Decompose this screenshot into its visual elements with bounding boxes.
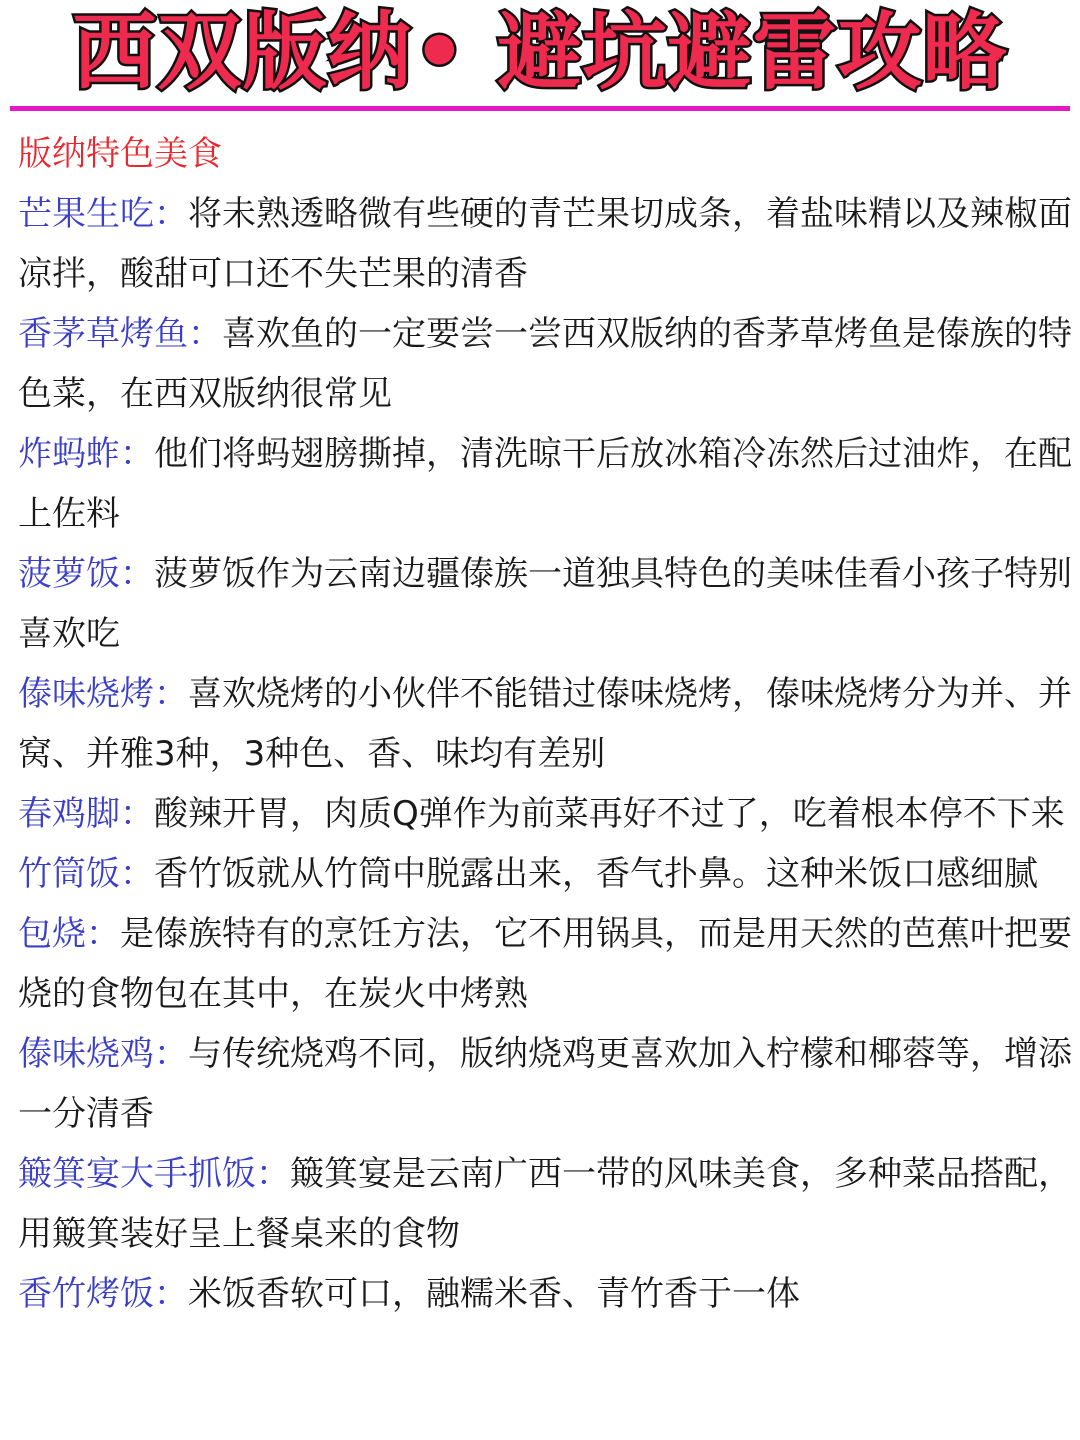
header — [0, 0, 1080, 104]
food-item-label: 傣味烧烤： — [18, 674, 188, 714]
food-item-text: 喜欢鱼的一定要尝一尝西双版纳的香茅草烤鱼是傣族的特色菜，在西双版纳很常见 — [18, 314, 1072, 414]
food-item-bamboo-roast-rice — [18, 1264, 1076, 1324]
page-title: 西双版纳• 避坑避雷攻略 — [72, 3, 1008, 101]
food-item-pineapple-rice — [18, 544, 1076, 664]
food-item-text: 将未熟透略微有些硬的青芒果切成条，着盐味精以及辣椒面凉拌，酸甜可口还不失芒果的清香 — [18, 194, 1072, 294]
food-item-label: 芒果生吃： — [18, 194, 188, 234]
food-item-text: 米饭香软可口，融糯米香、青竹香于一体 — [188, 1274, 800, 1314]
food-item-text: 菠萝饭作为云南边疆傣族一道独具特色的美味佳看小孩子特别喜欢吃 — [18, 554, 1072, 654]
food-item-label: 香茅草烤鱼： — [18, 314, 222, 354]
food-item-dai-bbq — [18, 664, 1076, 784]
article-body — [18, 124, 1076, 1324]
food-item-text: 香竹饭就从竹筒中脱露出来，香气扑鼻。这种米饭口感细腻 — [154, 854, 1038, 894]
food-item-mango — [18, 184, 1076, 304]
food-item-fried-grasshopper — [18, 424, 1076, 544]
food-item-lemongrass-fish — [18, 304, 1076, 424]
food-item-text: 簸箕宴是云南广西一带的风味美食，多种菜品搭配，用簸箕装好呈上餐桌来的食物 — [18, 1154, 1072, 1254]
food-item-bamboo-rice — [18, 844, 1076, 904]
food-item-text: 喜欢烧烤的小伙伴不能错过傣味烧烤，傣味烧烤分为并、并窝、并雅3种，3种色、香、味均有差别 — [18, 674, 1072, 774]
food-item-label: 簸箕宴大手抓饭： — [18, 1154, 290, 1194]
food-item-label: 菠萝饭： — [18, 554, 154, 594]
food-item-label: 傣味烧鸡： — [18, 1034, 188, 1074]
food-item-label: 炸蚂蚱： — [18, 434, 154, 474]
food-item-chicken-feet — [18, 784, 1076, 844]
title-divider — [10, 106, 1070, 111]
section-title: 版纳特色美食 — [18, 134, 222, 174]
food-item-text: 与传统烧鸡不同，版纳烧鸡更喜欢加入柠檬和椰蓉等，增添一分清香 — [18, 1034, 1072, 1134]
food-item-text: 是傣族特有的烹饪方法，它不用锅具，而是用天然的芭蕉叶把要烧的食物包在其中，在炭火中烤熟 — [18, 914, 1072, 1014]
food-item-text: 酸辣开胃，肉质Q弹作为前菜再好不过了，吃着根本停不下来 — [154, 794, 1065, 834]
food-item-basket-feast — [18, 1144, 1076, 1264]
food-item-label: 竹筒饭： — [18, 854, 154, 894]
food-item-label: 包烧： — [18, 914, 120, 954]
food-item-dai-roast-chicken — [18, 1024, 1076, 1144]
food-item-label: 春鸡脚： — [18, 794, 154, 834]
food-item-text: 他们将蚂翅膀撕掉，清洗晾干后放冰箱冷冻然后过油炸，在配上佐料 — [18, 434, 1072, 534]
food-item-baoshao — [18, 904, 1076, 1024]
food-item-label: 香竹烤饭： — [18, 1274, 188, 1314]
